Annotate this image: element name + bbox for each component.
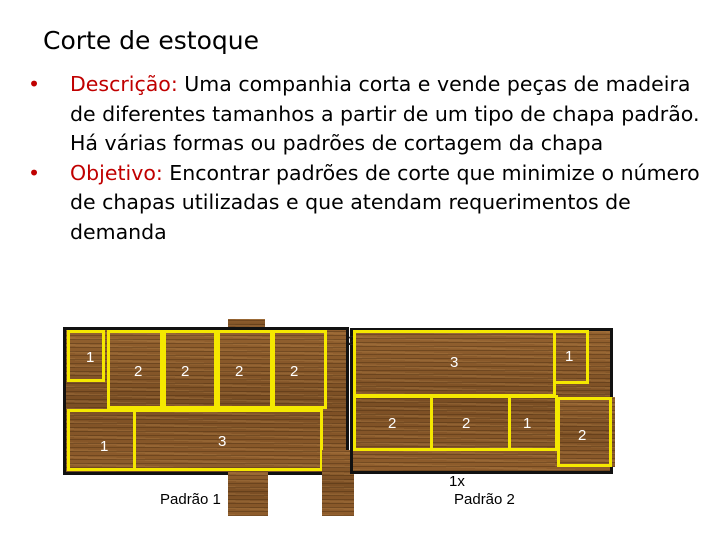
pattern2-label-1: 3: [450, 354, 459, 371]
pattern2-piece-4: [430, 395, 511, 451]
pattern1-label-2: 2: [134, 363, 143, 380]
pattern2-label-6: 2: [578, 427, 587, 444]
pattern2-name: Padrão 2: [454, 491, 515, 508]
pattern1-name: Padrão 1: [160, 491, 221, 508]
pattern2-label-3: 2: [388, 415, 397, 432]
pattern1-label-7: 3: [218, 433, 227, 450]
pattern2-label-4: 2: [462, 415, 471, 432]
pattern1-piece-4: [217, 330, 273, 409]
pattern1-label-5: 2: [290, 363, 299, 380]
pattern1-label-4: 2: [235, 363, 244, 380]
pattern2-multiplier: 1x: [449, 473, 465, 490]
bullet-text: Uma companhia corta e vende peças de madeira de diferentes tamanhos a partir de um tipo de chapa padrão. Há várias formas ou padrões de cortagem da chapa: [70, 72, 700, 155]
pattern2-piece-5: [508, 395, 558, 451]
bullet-dot: •: [28, 72, 41, 96]
bullet-label: Objetivo:: [70, 160, 163, 185]
bullet-dot: •: [28, 160, 41, 185]
pattern1-label-6: 1: [100, 438, 109, 455]
pattern1-piece-3: [163, 330, 217, 409]
pattern2-partial-label: 2: [348, 333, 356, 348]
pattern1-label-1: 1: [86, 349, 95, 366]
pattern2-label-5: 1: [523, 415, 532, 432]
bullet-text: Encontrar padrões de corte que minimize o número de chapas utilizadas e que atendam requerimentos de demanda: [70, 160, 700, 244]
pattern1-piece-5: [272, 330, 327, 409]
slide-title: Corte de estoque: [43, 26, 259, 55]
pattern2-label-2: 1: [565, 348, 574, 365]
pattern1-piece-7: [133, 409, 323, 471]
bullet-label: Descrição:: [70, 72, 178, 96]
pattern1-label-3: 2: [181, 363, 190, 380]
